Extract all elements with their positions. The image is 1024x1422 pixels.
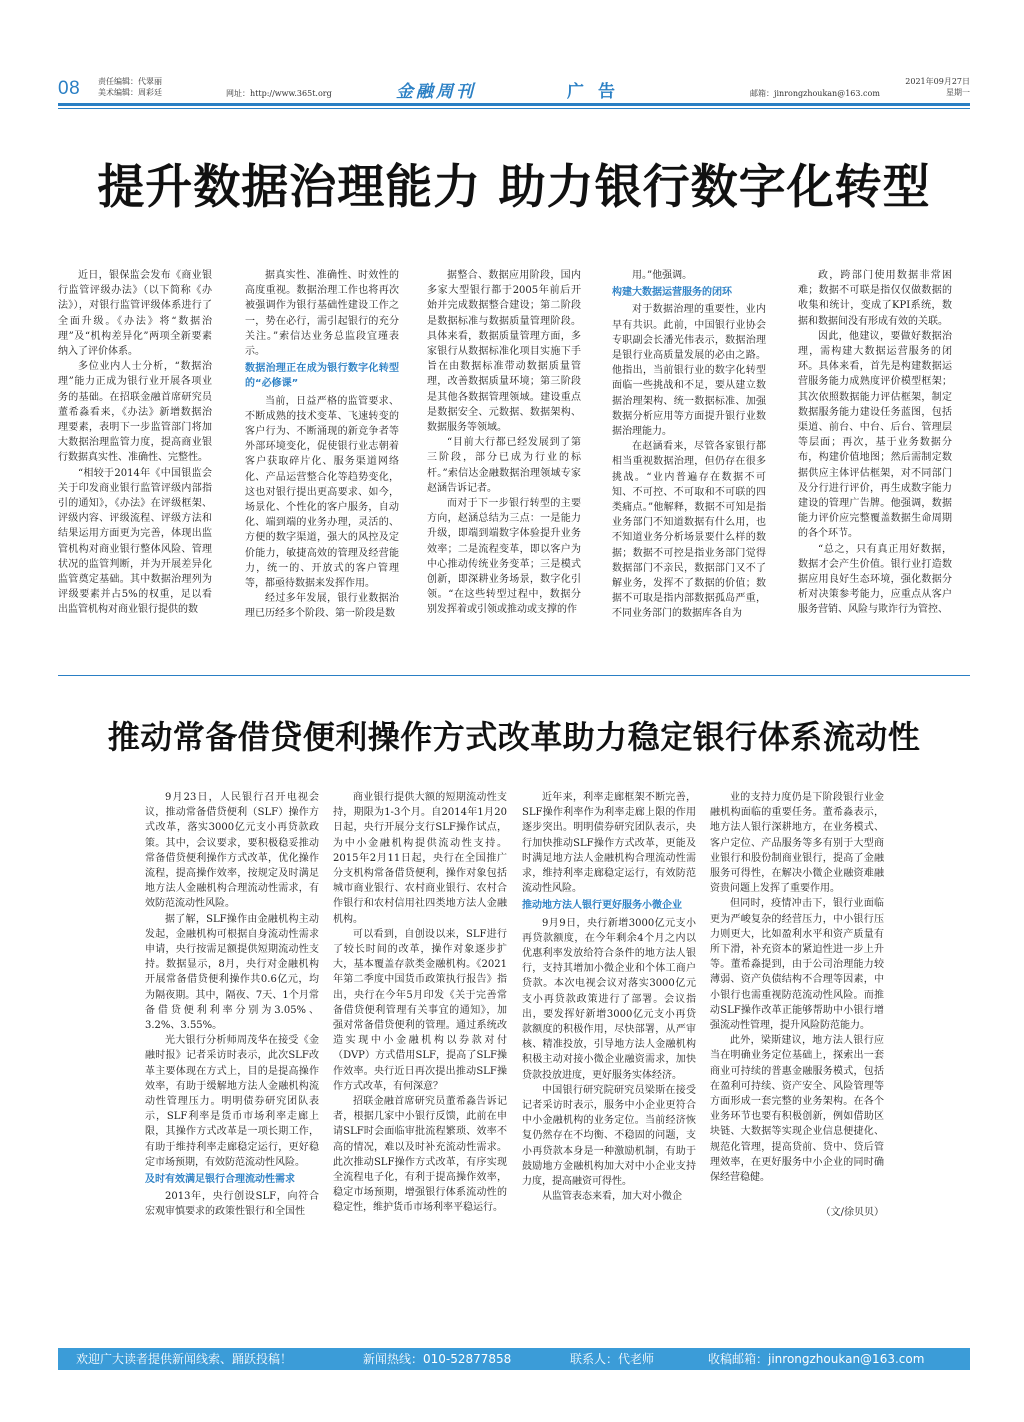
mailbox-address: 邮箱：jinrongzhoukan@163.com xyxy=(750,89,880,98)
paragraph: 据真实性、准确性、时效性的高度重视。数据治理工作也将再次被强调作为银行基础性建设工作之一，势在必行，需引起银行的充分关注。”索信达业务总监段宜瑾表示。 xyxy=(245,270,399,358)
weekday-text: 星期一 xyxy=(946,88,970,97)
footer-hotline: 新闻热线：010-52877858 xyxy=(363,1352,512,1366)
paragraph: “相较于2014年《中国银监会关于印发商业银行监管评级内部指引的通知》，《办法》在评级框架、评级内容、评级流程、评级方法和结果运用方面更为完善，体现出监管机构对商业银行整体风险、管理状况的监管判断，并为开展差异化监管奠定基础。其中数据治理列为评级要素并占5%的权重，足以看出监管机构对商业银行提供的数 xyxy=(58,467,212,616)
masthead xyxy=(58,74,970,104)
masthead-rule-thick xyxy=(58,103,970,106)
article-1-column xyxy=(427,268,581,666)
footer-contact: 联系人：代老师 xyxy=(570,1352,655,1366)
article-1-column xyxy=(245,268,399,666)
paragraph: 9月23日，人民银行召开电视会议，推动常备借贷便利（SLF）操作方式改革，落实3000亿元支小再贷款政策。其中，会议要求，要积极稳妥推动常备借贷便利操作方式改革，优化操作流程，提高操作效率，按规定及时满足地方法人金融机构合理流动性需求，有效防范流动性风险。 xyxy=(145,792,319,910)
article-1-column xyxy=(798,268,952,666)
paragraph: 因此，他建议，要做好数据治理，需构建大数据运营服务的闭环。具体来看，首先是构建数据运营服务能力成熟度评价模型框架；其次依照数据能力评估框架，制定数据服务能力建设任务蓝图，包括渠道、前台、中台、后台、管理层等层面；再次，基于业务数据分布，构建价值地图；然后需制定数据供应主体评估框架，对不同部门及分行进行评价，再生成数字能力建设的管理广告牌。他强调，数据能力评价应完整覆盖数据生命周期的各个环节。 xyxy=(798,330,952,540)
paragraph: 但同时，疫情冲击下，银行业面临更为严峻复杂的经营压力，中小银行压力则更大，比如盈利水平和资产质量有所下滑，补充资本的紧迫性进一步上升等。董希淼提到，由于公司治理能力较薄弱、资产负债结构不合理等因素，中小银行也需重视防范流动性风险。而推动SLF操作改革正能够帮助中小银行增强流动性管理，提升风险防范能力。 xyxy=(710,898,884,1032)
paragraph: 业的支持力度仍是下阶段银行业金融机构面临的重要任务。董希淼表示，地方法人银行深耕地方，在业务模式、客户定位、产品服务等多有别于大型商业银行和股份制商业银行，提高了金融服务可得性，在解决小微企业融资难融资贵问题上发挥了重要作用。 xyxy=(710,792,884,895)
paragraph: 经过多年发展，银行业数据治理已历经多个阶段、第一阶段是数 xyxy=(245,593,399,620)
subheading: 构建大数据运营服务的闭环 xyxy=(612,287,732,299)
paragraph: 近年来，利率走廊框架不断完善，SLF操作利率作为利率走廊上限的作用逐步突出。明明债券研究团队表示，央行加快推动SLF操作方式改革，更能及时满足地方法人金融机构合理流动性需求，维持利率走廊稳定运行，有效防范流动性风险。 xyxy=(522,792,696,895)
paragraph: 近日，银保监会发布《商业银行监管评级办法》（以下简称《办法》），对银行监管评级体系进行了全面升级。《办法》将“数据治理”及“机构差异化”两项全新要素纳入了评价体系。 xyxy=(58,270,212,358)
article-2-column xyxy=(333,790,507,1310)
paragraph: 商业银行提供大额的短期流动性支持，期限为1-3个月。自2014年1月20日起，央行开展分支行SLF操作试点，为中小金融机构提供流动性支持。2015年2月11日起，央行在全国推广分支机构常备借贷便利，操作对象包括城市商业银行、农村商业银行、农村合作银行和农村信用社四类地方法人金融机构。 xyxy=(333,792,507,925)
paragraph: 招联金融首席研究员董希淼告诉记者，根据几家中小银行反馈，此前在申请SLF时会面临审批流程繁琐、效率不高的情况，难以及时补充流动性需求。此次推动SLF操作方式改革，有序实现全流程电子化，有利于提高操作效率，稳定市场预期，增强银行体系流动性的稳定性，维护货币市场利率平稳运行。 xyxy=(333,1096,507,1214)
article-1-column xyxy=(612,268,766,666)
subheading: 数据治理正在成为银行数字化转型的“必修课” xyxy=(245,363,399,390)
paragraph: 用。”他强调。 xyxy=(632,270,693,281)
paragraph: 9月9日，央行新增3000亿元支小再贷款额度，在今年剩余4个月之内以优惠利率发放给符合条件的地方法人银行，支持其增加小微企业和个体工商户贷款。本次电视会议对落实3000亿元支小再贷款政策进行了部署。会议指出，要发挥好新增3000亿元支小再贷款额度的积极作用，尽快部署，从严审核、精准投放，引导地方法人金融机构积极主动对接小微企业融资需求，加快贷款投放进度，更好服务实体经济。 xyxy=(522,917,696,1081)
paragraph: 在赵涵看来，尽管各家银行都相当重视数据治理，但仍存在很多挑战。“业内普遍存在数据不可知、不可控、不可取和不可联的四类痛点。”他解释，数据不可知是指业务部门不知道数据有什么用，也不知道业务分析场景要什么样的数据；数据不可控是指业务部门觉得数据部门不亲民，数据部门又不了解业务，发挥不了数据的价值；数据不可取是指内部数据孤岛严重，不同业务部门的数据库各自为 xyxy=(612,441,766,620)
paragraph: 中国银行研究院研究员梁斯在接受记者采访时表示，服务中小企业更符合中小金融机构的业务定位。当前经济恢复仍然存在不均衡、不稳固的问题，支小再贷款本身是一种激励机制，有助于鼓励地方金融机构加大对中小企业支持力度，提高融资可得性。 xyxy=(522,1084,696,1188)
page-number: 08 xyxy=(58,78,81,99)
paragraph: 可以看到，自创设以来，SLF进行了较长时间的改革，操作对象逐步扩大，基本覆盖存款类金融机构。《2021年第二季度中国货币政策执行报告》指出，央行在今年5月印发《关于完善常备借贷便利管理有关事宜的通知》，加强对常备借贷便利的管理。通过系统改造实现中小金融机构以券款对付（DVP）方式借用SLF，提高了SLF操作效率。央行近日再次提出推动SLF操作方式改革，有何深意？ xyxy=(333,928,507,1092)
masthead-rule-thin xyxy=(58,108,970,109)
paragraph: 据了解，SLF操作由金融机构主动发起，金融机构可根据自身流动性需求申请，央行按需足额提供短期流动性支持。数据显示，8月，央行对金融机构开展常备借贷便利操作共0.6亿元，均为隔夜期。其中，隔夜、7天、1个月常备借贷便利利率分别为3.05%、3.2%、3.55%。 xyxy=(145,913,319,1032)
paragraph: 从监管表态来看，加大对小微企 xyxy=(542,1191,682,1203)
art-editor: 美术编辑：周彩廷 xyxy=(98,88,162,97)
paper-name-logo: 金融周刊 xyxy=(396,82,476,102)
byline: （文/徐贝贝） xyxy=(820,1207,884,1219)
footer-banner xyxy=(58,1348,970,1370)
section-name: 广告 xyxy=(567,82,629,102)
issue-date xyxy=(905,76,970,98)
footer-email: 收稿邮箱：jinrongzhoukan@163.com xyxy=(708,1352,925,1366)
paragraph: 光大银行分析师周茂华在接受《金融时报》记者采访时表示，此次SLF改革主要体现在方式上，目的是提高操作效率，有助于缓解地方法人金融机构流动性管理压力。明明债券研究团队表示，SLF利率是货币市场利率走廊上限，其操作方式改革是一项长期工作，有助于维持利率走廊稳定运行，更好稳定市场预期，有效防范流动性风险。 xyxy=(145,1035,319,1168)
article-2-column xyxy=(522,790,696,1310)
subheading: 推动地方法人银行更好服务小微企业 xyxy=(522,900,682,912)
paragraph: 多位业内人士分析，“数据治理”能力正成为银行业开展各项业务的基础。在招联金融首席研究员董希淼看来，《办法》新增数据治理要素，表明下一步监管部门将加大数据治理监管力度，提高商业银行数据真实性、准确性、完整性。 xyxy=(58,361,212,464)
paragraph: 据整合、数据应用阶段，国内多家大型银行都于2005年前后开始并完成数据整合建设；第二阶段是数据标准与数据质量管理阶段。具体来看，数据质量管理方面，多家银行从数据标准化项目实施下手旨在由数据标准带动数据质量管理，改善数据质量环境；第三阶段是其他各数据管理领域。建设重点是数据安全、元数据、数据架构、数据服务等领域。 xyxy=(427,270,581,434)
paragraph: 而对于下一步银行转型的主要方向，赵涵总结为三点：一是能力升级，即端到端数字体验提升业务效率；二是流程变革，即以客户为中心推动传统业务变革；三是模式创新，即深耕业务场景，数字化引领。“在这些转型过程中，数据分别发挥着或引领或推动或支撑的作 xyxy=(427,498,581,616)
subheading: 及时有效满足银行合理流动性需求 xyxy=(145,1174,295,1186)
editor-in-charge: 责任编辑：代翠丽 xyxy=(98,77,162,86)
website-address: 网址：http://www.365t.org xyxy=(226,89,332,98)
paragraph: “目前大行都已经发展到了第三阶段，部分已成为行业的标杆。”索信达金融数据治理领域专家赵涵告诉记者。 xyxy=(427,437,581,494)
article-2-headline: 推动常备借贷便利操作方式改革助力稳定银行体系流动性 xyxy=(107,718,921,756)
article-1-headline: 提升数据治理能力 助力银行数字化转型 xyxy=(97,160,931,215)
editor-credits xyxy=(98,76,162,98)
paragraph: 当前，日益严格的监管要求、不断成熟的技术变革、飞速转变的客户行为、不断涌现的新竞争者等外部环境变化，促使银行业志朝着客户获取碎片化、服务渠道网络化、产品运营整合化等趋势变化，这也对银行提出更高要求、如今，场景化、个性化的客户服务，自动化、端到端的业务办理，灵活的、方便的数字渠道，强大的风控及定价能力，敏捷高效的管理及经营能力，统一的、开放式的客户管理等，都亟待数据来发挥作用。 xyxy=(245,395,399,590)
paragraph: 2013年，央行创设SLF，向符合宏观审慎要求的政策性银行和全国性 xyxy=(145,1191,319,1218)
date-text: 2021年09月27日 xyxy=(905,77,970,86)
paragraph: “总之，只有真正用好数据，数据才会产生价值。银行业打造数据应用良好生态环境，强化数据分析对决策参考能力，应重点从客户服务营销、风险与欺诈行为管控、 xyxy=(798,543,952,616)
article-2-column xyxy=(145,790,319,1310)
paragraph: 此外，梁斯建议，地方法人银行应当在明确业务定位基础上，探索出一套商业可持续的普惠金融服务模式，包括在盈利可持续、资产安全、风险管理等方面形成一套完整的业务架构。在各个业务环节也要有积极创新，例如借助区块链、大数据等实现企业信息便捷化、规范化管理，提高贷前、贷中、贷后管理效率，在更好服务中小企业的同时确保经营稳健。 xyxy=(710,1035,884,1184)
paragraph: 政，跨部门使用数据非常困难；数据不可联是指仅仅做数据的收集和统计，变成了KPI系统，数据和数据间没有形成有效的关联。 xyxy=(798,270,952,327)
paragraph: 对于数据治理的重要性，业内早有共识。此前，中国银行业协会专职副会长潘光伟表示，数据治理是银行业高质量发展的必由之路。他指出，当前银行业的数字化转型面临一些挑战和不足，要从建立数据治理架构、统一数据标准、加强数据分析应用等方面提升银行业数据治理能力。 xyxy=(612,304,766,438)
article-1-column xyxy=(58,268,212,666)
article-2-column xyxy=(710,790,884,1310)
article-divider xyxy=(58,675,970,676)
footer-slogan: 欢迎广大读者提供新闻线索、踊跃投稿！ xyxy=(76,1352,293,1366)
